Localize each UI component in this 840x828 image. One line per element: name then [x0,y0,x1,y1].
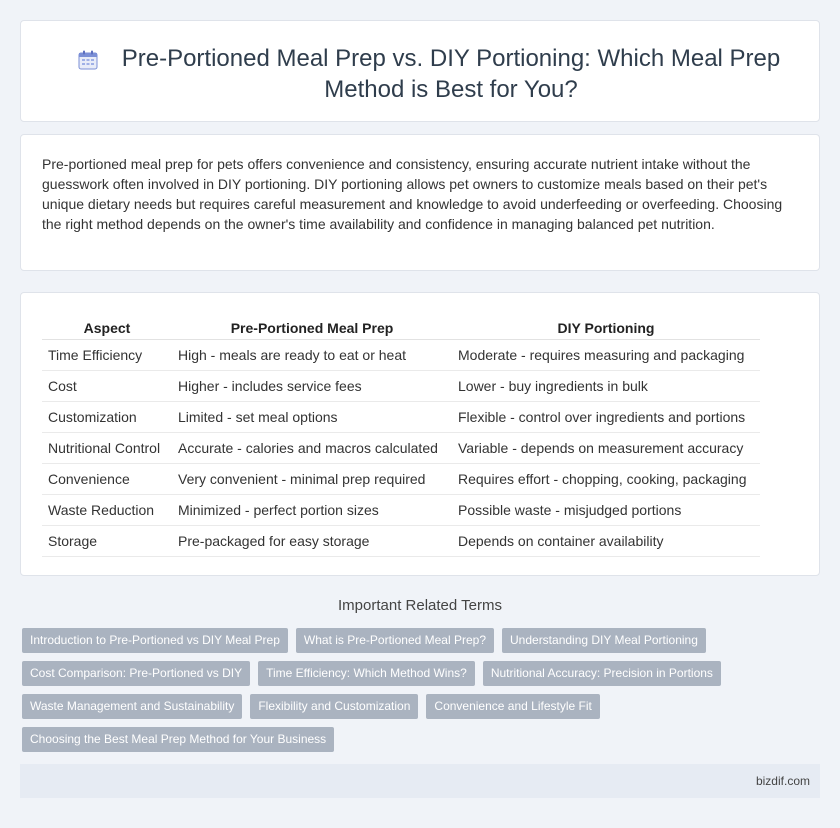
related-terms-heading: Important Related Terms [338,597,502,614]
related-term-link[interactable]: What is Pre-Portioned Meal Prep? [296,628,494,653]
table-row [42,370,760,401]
table-cell: Nutritional Control [42,432,172,463]
table-cell: Possible waste - misjudged portions [452,494,760,525]
related-terms-list [22,628,812,760]
site-link[interactable]: bizdif.com [755,774,810,788]
table-cell: Higher - includes service fees [172,370,452,401]
table-cell: Cost [42,370,172,401]
table-cell: Requires effort - chopping, cooking, packaging [452,463,760,494]
table-cell: Accurate - calories and macros calculated [172,432,452,463]
table-row [42,339,760,370]
table-cell: Storage [42,525,172,556]
column-header: Aspect [42,313,172,339]
intro-paragraph: Pre-portioned meal prep for pets offers convenience and consistency, ensuring accurate nutrient intake without the guesswork often involved in DIY portioning. DIY portioning allows pet owners to customize meals based on their pet's unique dietary needs but requires careful measurement and knowledge to avoid underfeeding or overfeeding. Choosing the right method depends on the owner's time availability and confidence in managing balanced pet nutrition. [42,156,783,232]
table-row [42,432,760,463]
related-term-link[interactable]: Choosing the Best Meal Prep Method for Your Business [22,727,334,752]
related-term-link[interactable]: Cost Comparison: Pre-Portioned vs DIY [22,661,250,686]
table-row [42,401,760,432]
related-term-link[interactable]: Understanding DIY Meal Portioning [502,628,706,653]
table-cell: Pre-packaged for easy storage [172,525,452,556]
column-header: DIY Portioning [452,313,760,339]
related-term-link[interactable]: Nutritional Accuracy: Precision in Portions [483,661,721,686]
table-cell: Waste Reduction [42,494,172,525]
header-card [20,20,820,122]
comparison-card [20,292,820,576]
table-cell: High - meals are ready to eat or heat [172,339,452,370]
table-row [42,494,760,525]
table-cell: Customization [42,401,172,432]
table-header-row [42,313,760,339]
related-term-link[interactable]: Waste Management and Sustainability [22,694,242,719]
table-cell: Convenience [42,463,172,494]
intro-card [20,134,820,271]
column-header: Pre-Portioned Meal Prep [172,313,452,339]
table-cell: Very convenient - minimal prep required [172,463,452,494]
footer [20,764,820,798]
table-cell: Moderate - requires measuring and packaging [452,339,760,370]
table-cell: Depends on container availability [452,525,760,556]
table-cell: Flexible - control over ingredients and portions [452,401,760,432]
related-term-link[interactable]: Time Efficiency: Which Method Wins? [258,661,475,686]
related-term-link[interactable]: Introduction to Pre-Portioned vs DIY Meal Prep [22,628,288,653]
calendar-icon [78,50,98,70]
related-term-link[interactable]: Convenience and Lifestyle Fit [426,694,599,719]
comparison-table [42,313,760,557]
table-cell: Limited - set meal options [172,401,452,432]
related-term-link[interactable]: Flexibility and Customization [250,694,418,719]
table-cell: Minimized - perfect portion sizes [172,494,452,525]
table-cell: Lower - buy ingredients in bulk [452,370,760,401]
table-row [42,525,760,556]
table-cell: Variable - depends on measurement accuracy [452,432,760,463]
table-row [42,463,760,494]
page-title: Pre-Portioned Meal Prep vs. DIY Portioning: Which Meal Prep Method is Best for You? [121,45,781,103]
table-cell: Time Efficiency [42,339,172,370]
